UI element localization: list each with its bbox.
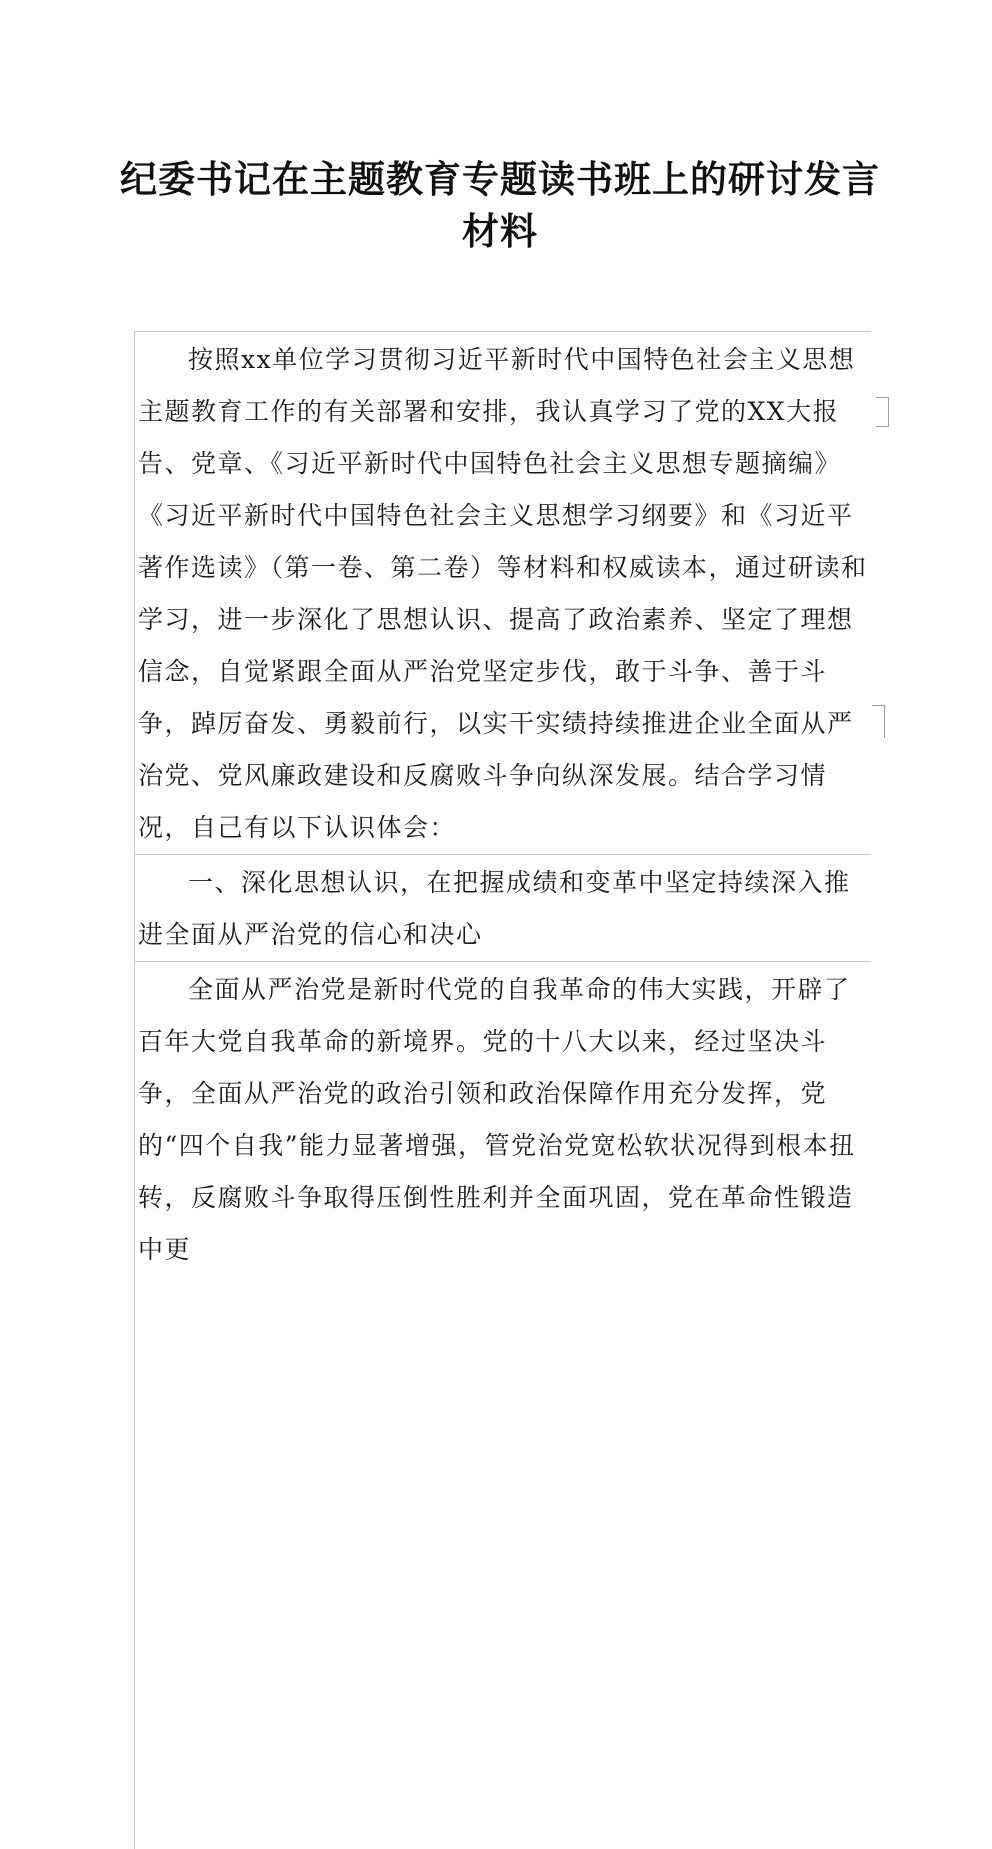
paragraph-block [134,854,871,961]
document-title-line-2: 材料 [462,210,538,253]
paragraph-block [134,961,871,1849]
document-body [134,331,871,1849]
document-title-line-1: 纪委书记在主题教育专题读书班上的研讨发言 [120,158,880,201]
layout-bracket-mark [872,705,885,738]
body-paragraph: 全面从严治党是新时代党的自我革命的伟大实践，开辟了百年大党自我革命的新境界。党的十八大以来，经过坚决斗争，全面从严治党的政治引领和政治保障作用充分发挥，党的“四个自我”能力显著增强，管党治党宽松软状况得到根本扭转，反腐败斗争取得压倒性胜利并全面巩固，党在革命性锻造中更 [138,975,856,1264]
intro-paragraph: 按照xx单位学习贯彻习近平新时代中国特色社会主义思想主题教育工作的有关部署和安排，我认真学习了党的XX大报告、党章、《习近平新时代中国特色社会主义思想专题摘编》《习近平新时代中国特色社会主义思想学习纲要》和《习近平著作选读》（第一卷、第二卷）等材料和权威读本，通过研读和学习，进一步深化了思想认识、提高了政治素养、坚定了理想信念，自觉紧跟全面从严治党坚定步伐，敢于斗争、善于斗争，踔厉奋发、勇毅前行，以实干实绩持续推进企业全面从严治党、党风廉政建设和反腐败斗争向纵深发展。结合学习情况，自己有以下认识体会： [138,345,868,842]
paragraph-block [134,331,871,854]
section-heading: 一、深化思想认识，在把握成绩和变革中坚定持续深入推进全面从严治党的信心和决心 [138,868,851,949]
layout-bracket-mark [876,397,889,427]
